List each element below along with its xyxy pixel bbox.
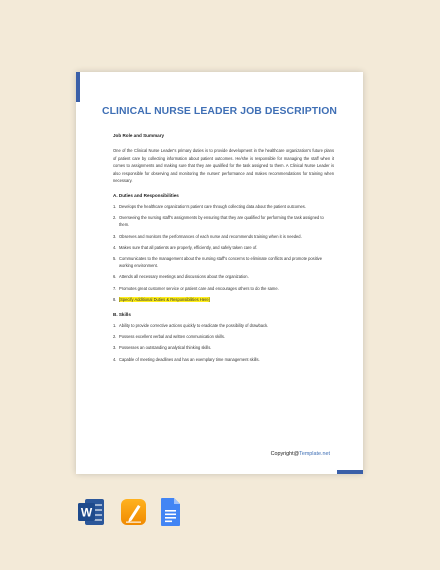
document-body [113, 133, 334, 363]
item-number: 6. [113, 274, 117, 280]
item-number: 5. [113, 255, 117, 261]
item-number: 7. [113, 285, 117, 291]
list-item [113, 356, 334, 363]
item-text: Ability to provide corrective actions quickly to eradicate the possibility of drawback. [119, 323, 269, 328]
list-item [113, 296, 334, 303]
google-docs-icon[interactable] [160, 497, 182, 532]
item-text: Observes and monitors the performances of each nurse and recommends training when it is needed. [119, 233, 302, 239]
list-item [113, 203, 334, 210]
list-item [113, 214, 334, 228]
accent-bar-left [76, 72, 80, 102]
document-title: CLINICAL NURSE LEADER JOB DESCRIPTION [101, 106, 337, 117]
copyright-line [271, 451, 330, 457]
document-page [76, 72, 363, 474]
item-text: Possesses an outstanding analytical thinking skills. [119, 345, 212, 351]
role-heading: Job Role and Summary [113, 133, 165, 138]
item-text: Develops the healthcare organization's patient care through collecting data about the patient outcomes. [119, 203, 306, 209]
item-text: Possess excellent verbal and written communication skills. [119, 334, 226, 340]
item-text: Attends all necessary meetings and discussions about the organization. [119, 274, 249, 280]
item-number: 4. [113, 356, 117, 362]
accent-bar-bottom [337, 470, 363, 474]
item-number: 1. [113, 323, 117, 328]
item-number: 2. [113, 215, 117, 221]
item-text: Communicates to the management about the nursing staff's concerns to eliminate conflicts and promote positive working environment. [119, 255, 323, 269]
list-item [113, 244, 334, 251]
item-text: Overseeing the nursing staff's assignments by ensuring that they are qualified for performing the task assigned to them. [119, 215, 324, 228]
item-number: 3. [113, 233, 117, 239]
item-text: Makes sure that all patients are properly, efficiently, and safely taken care of. [119, 244, 258, 250]
pages-icon[interactable] [120, 497, 147, 532]
role-summary: One of the Clinical Nurse Leader's primary duties is to provide development in the healthcare organization's future plans of patient care by collecting information about patient outcomes. He/she is responsible for managing the staff when it comes to assignments and making sure that they are qualified for the task assigned to them. A Clinical Nurse Leader is also responsible for observing and monitoring the nurses' performance and makes recommendations for training when necessary. [113, 148, 334, 184]
item-text: Capable of meeting deadlines and has an exemplary time management skills. [119, 356, 260, 362]
copyright-brand: Template.net [299, 451, 330, 457]
list-item [113, 322, 334, 329]
duties-heading: A. Duties and Responsibilities [113, 192, 179, 198]
item-number: 1. [113, 203, 117, 209]
word-letter: W [80, 505, 93, 520]
item-text: Promotes great customer service or patient care and encourages others to do the same. [119, 285, 279, 291]
placeholder-highlight: [Specify Additional Duties & Responsibilities Here] [119, 296, 210, 302]
list-item [113, 285, 334, 292]
item-number: 2. [113, 334, 117, 340]
list-item [113, 333, 334, 340]
list-item [113, 255, 334, 269]
word-icon[interactable] [78, 497, 105, 532]
list-item [113, 344, 334, 351]
copyright-label: Copyright@ [270, 451, 300, 457]
duties-list [113, 203, 334, 303]
item-number: 3. [113, 345, 117, 351]
item-number: 4. [113, 244, 117, 250]
list-item [113, 233, 334, 240]
skills-list [113, 322, 334, 363]
skills-heading: B. Skills [113, 312, 131, 317]
item-number: 8. [113, 296, 117, 302]
list-item [113, 273, 334, 280]
